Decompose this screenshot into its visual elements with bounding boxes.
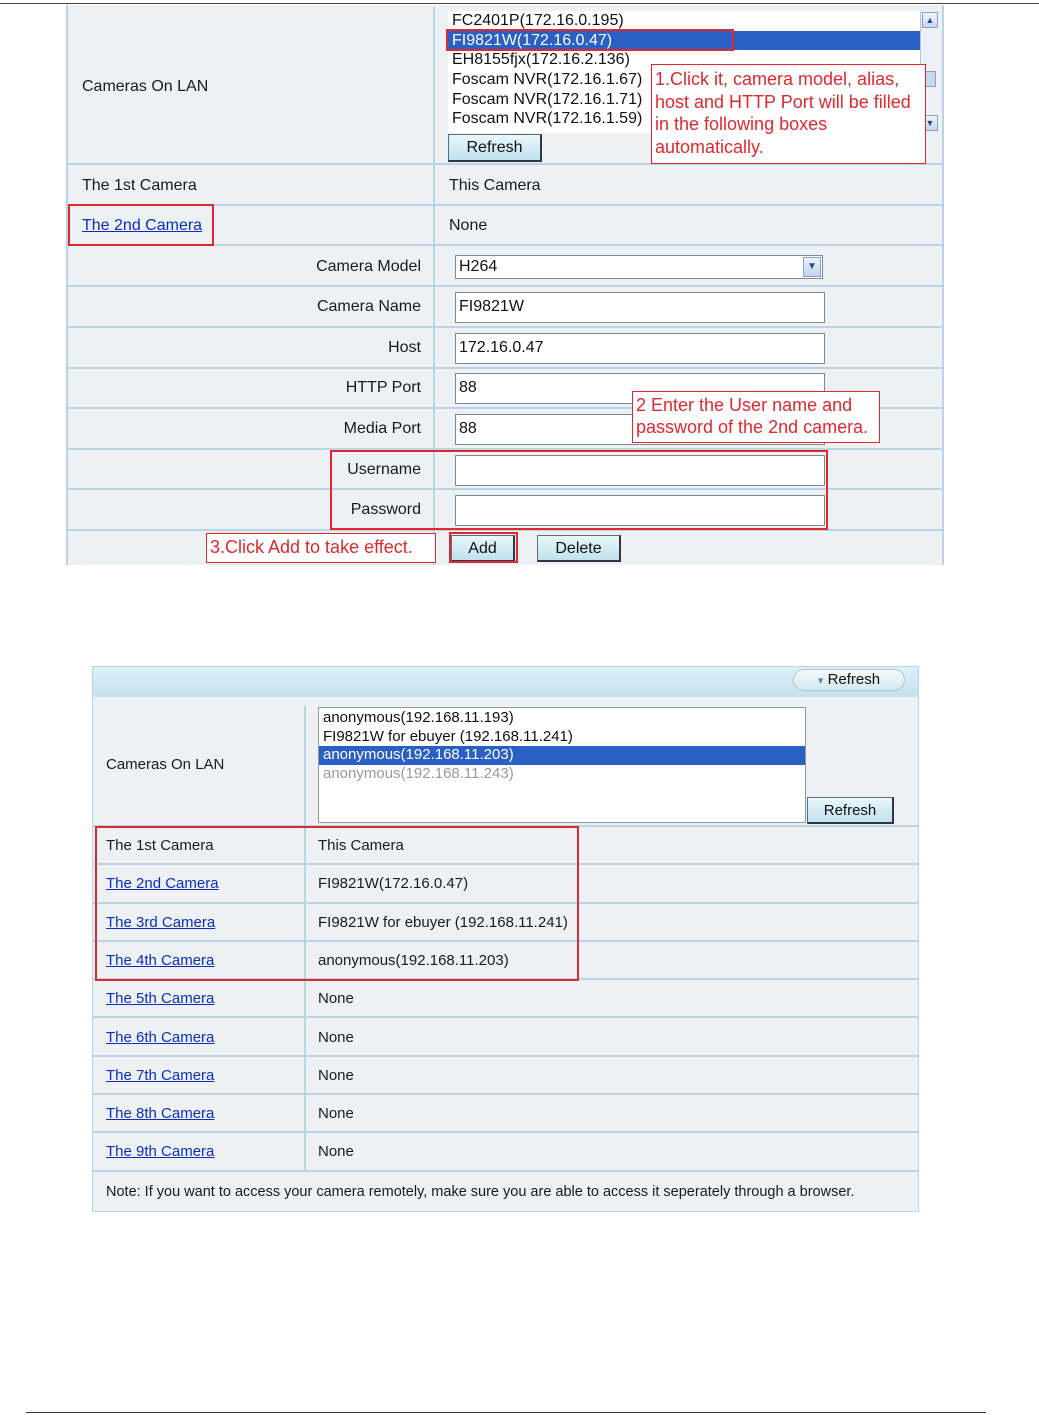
media-port-label: Media Port bbox=[343, 420, 421, 437]
highlight-added-cameras bbox=[95, 826, 579, 981]
password-label: Password bbox=[350, 501, 421, 518]
camera-model-label: Camera Model bbox=[316, 258, 421, 275]
refresh-button-2[interactable]: Refresh bbox=[807, 797, 894, 824]
camera-slot-link[interactable]: The 2nd Camera bbox=[106, 875, 219, 893]
highlight-credentials bbox=[330, 450, 828, 530]
camera-slot-link[interactable]: The 8th Camera bbox=[106, 1105, 215, 1123]
camera-slot-value: anonymous(192.168.11.203) bbox=[318, 951, 509, 969]
camera-slot-link[interactable]: The 9th Camera bbox=[106, 1143, 215, 1161]
camera-name-label: Camera Name bbox=[316, 298, 421, 315]
delete-button[interactable]: Delete bbox=[537, 535, 621, 562]
lan-list-item[interactable]: EH8155fjx(172.16.2.136) bbox=[452, 51, 630, 69]
page-top-rule bbox=[0, 3, 1039, 4]
camera-slot-value: None bbox=[318, 1105, 354, 1123]
refresh-icon: ▾ bbox=[817, 675, 824, 687]
chevron-down-icon[interactable]: ▼ bbox=[922, 115, 938, 131]
callout-enter-credentials: 2 Enter the User name and password of the 2nd camera. bbox=[632, 391, 880, 443]
camera-slot-link[interactable]: The 5th Camera bbox=[106, 990, 215, 1008]
camera-name-field[interactable]: FI9821W bbox=[455, 292, 825, 323]
camera-slot-value: FI9821W(172.16.0.47) bbox=[318, 875, 469, 893]
camera-slot-value: This Camera bbox=[318, 837, 404, 854]
lan-list-item[interactable]: FC2401P(172.16.0.195) bbox=[452, 12, 624, 29]
highlight-add-button bbox=[449, 532, 518, 563]
lan-list-item[interactable]: anonymous(192.168.11.193) bbox=[323, 709, 514, 726]
lan-camera-list-2[interactable] bbox=[318, 707, 806, 823]
cameras-on-lan-label: Cameras On LAN bbox=[82, 78, 209, 95]
note-text: Note: If you want to access your camera remotely, make sure you are able to access it seperately through a browser. bbox=[106, 1184, 855, 1200]
highlight-selected-camera bbox=[446, 29, 734, 51]
camera-row bbox=[93, 1057, 918, 1095]
header-refresh-button[interactable] bbox=[793, 669, 905, 691]
lan-list-item[interactable]: anonymous(192.168.11.243) bbox=[323, 764, 514, 782]
camera-row bbox=[93, 1133, 918, 1171]
host-label: Host bbox=[388, 339, 421, 356]
username-label: Username bbox=[347, 461, 421, 478]
dropdown-chevron-icon[interactable]: ▼ bbox=[803, 257, 821, 277]
camera-model-select[interactable] bbox=[455, 255, 823, 279]
media-port-field[interactable]: 88 bbox=[455, 414, 825, 445]
header-refresh-label: Refresh bbox=[827, 671, 881, 688]
http-port-field[interactable]: 88 bbox=[455, 373, 825, 404]
highlight-second-camera-link bbox=[68, 204, 214, 246]
add-button[interactable]: Add bbox=[451, 535, 515, 562]
camera-model-value: H264 bbox=[459, 258, 498, 275]
camera-slot-link[interactable]: The 7th Camera bbox=[106, 1066, 215, 1084]
host-field[interactable]: 172.16.0.47 bbox=[455, 333, 825, 364]
camera-slot-label: The 1st Camera bbox=[106, 837, 214, 854]
camera-row bbox=[93, 1019, 918, 1057]
first-camera-value: This Camera bbox=[449, 177, 541, 194]
camera-slot-value: None bbox=[318, 1143, 354, 1161]
camera-slot-value: None bbox=[318, 990, 354, 1008]
cameras-on-lan-label-2: Cameras On LAN bbox=[106, 756, 225, 773]
page-bottom-rule bbox=[26, 1412, 986, 1413]
callout-click-camera: 1.Click it, camera model, alias, host and HTTP Port will be filled in the following boxes automatically. bbox=[651, 64, 926, 164]
camera-row bbox=[93, 980, 918, 1018]
second-camera-value: None bbox=[449, 217, 488, 234]
lan-list-item[interactable]: anonymous(192.168.11.203) bbox=[319, 746, 805, 765]
callout-click-add: 3.Click Add to take effect. bbox=[206, 533, 436, 563]
lan-list-item[interactable]: FI9821W for ebuyer (192.168.11.241) bbox=[323, 727, 573, 745]
camera-slot-link[interactable]: The 4th Camera bbox=[106, 951, 215, 969]
first-camera-label: The 1st Camera bbox=[82, 177, 197, 194]
http-port-label: HTTP Port bbox=[345, 379, 421, 396]
chevron-up-icon[interactable]: ▲ bbox=[922, 12, 938, 28]
camera-slot-link[interactable]: The 6th Camera bbox=[106, 1028, 215, 1046]
second-camera-link[interactable]: The 2nd Camera bbox=[82, 217, 203, 234]
lan-list-item[interactable]: FI9821W(172.16.0.47) bbox=[448, 31, 920, 51]
camera-slot-link[interactable]: The 3rd Camera bbox=[106, 913, 216, 931]
refresh-button[interactable]: Refresh bbox=[448, 134, 542, 162]
camera-slot-value: FI9821W for ebuyer (192.168.11.241) bbox=[318, 913, 568, 931]
camera-row bbox=[93, 1095, 918, 1133]
lan-list-item[interactable]: Foscam NVR(172.16.1.67) bbox=[452, 71, 643, 89]
lan-list-item[interactable]: Foscam NVR(172.16.1.71) bbox=[452, 90, 643, 108]
camera-slot-value: None bbox=[318, 1028, 354, 1046]
lan-list-item[interactable]: Foscam NVR(172.16.1.59) bbox=[452, 110, 643, 128]
camera-slot-value: None bbox=[318, 1066, 354, 1084]
